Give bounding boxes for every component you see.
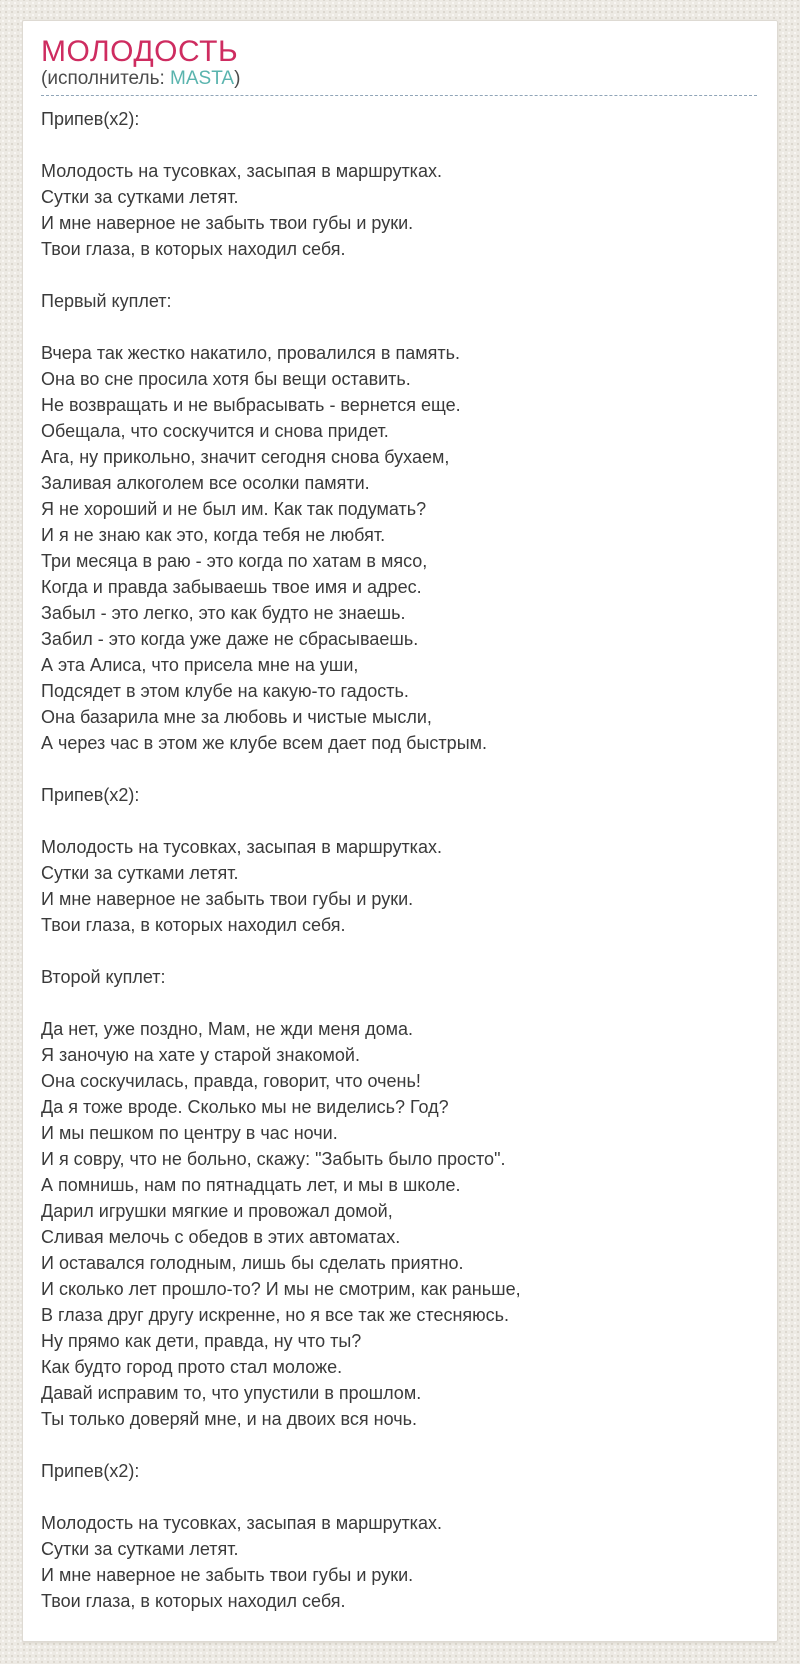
- dashed-separator: [41, 95, 757, 96]
- lyrics-card: [22, 20, 778, 1642]
- lyrics-text: [41, 106, 757, 1614]
- lyric-blank-line: [41, 990, 757, 1016]
- lyric-line: Вчера так жестко накатило, провалился в память.: [41, 343, 461, 363]
- lyric-line: Дарил игрушки мягкие и провожал домой,: [41, 1201, 393, 1221]
- artist-suffix: ): [234, 68, 241, 89]
- lyric-line: Как будто город прото стал моложе.: [41, 1357, 343, 1377]
- lyric-line: Припев(х2):: [41, 785, 140, 805]
- lyric-line: Припев(х2):: [41, 109, 140, 129]
- lyric-line: Она во сне просила хотя бы вещи оставить.: [41, 369, 411, 389]
- lyric-line: Молодость на тусовках, засыпая в маршрутках.: [41, 837, 442, 857]
- lyric-line: Обещала, что соскучится и снова придет.: [41, 421, 389, 441]
- lyric-line: Не возвращать и не выбрасывать - вернется еще.: [41, 395, 461, 415]
- lyric-line: Ага, ну прикольно, значит сегодня снова бухаем,: [41, 447, 450, 467]
- lyric-line: Ты только доверяй мне, и на двоих вся ночь.: [41, 1409, 417, 1429]
- lyric-blank-line: [41, 262, 757, 288]
- song-title: МОЛОДОСТЬ: [41, 35, 239, 68]
- lyric-line: Сутки за сутками летят.: [41, 863, 239, 883]
- artist-line: [41, 68, 757, 90]
- lyric-blank-line: [41, 132, 757, 158]
- lyric-line: И мне наверное не забыть твои губы и руки.: [41, 1565, 414, 1585]
- lyric-blank-line: [41, 1484, 757, 1510]
- lyric-line: Когда и правда забываешь твое имя и адрес.: [41, 577, 422, 597]
- lyric-line: Твои глаза, в которых находил себя.: [41, 1591, 346, 1611]
- lyric-line: Твои глаза, в которых находил себя.: [41, 239, 346, 259]
- lyric-line: Давай исправим то, что упустили в прошлом.: [41, 1383, 422, 1403]
- lyric-line: Молодость на тусовках, засыпая в маршрутках.: [41, 161, 442, 181]
- lyric-blank-line: [41, 808, 757, 834]
- lyric-line: И мне наверное не забыть твои губы и руки.: [41, 889, 414, 909]
- lyric-line: Да я тоже вроде. Сколько мы не виделись? Год?: [41, 1097, 449, 1117]
- lyric-line: Заливая алкоголем все осолки памяти.: [41, 473, 370, 493]
- lyric-blank-line: [41, 938, 757, 964]
- lyric-line: И оставался голодным, лишь бы сделать приятно.: [41, 1253, 464, 1273]
- lyric-line: Второй куплет:: [41, 967, 166, 987]
- lyric-line: И мне наверное не забыть твои губы и руки.: [41, 213, 414, 233]
- lyric-line: И мы пешком по центру в час ночи.: [41, 1123, 338, 1143]
- lyric-line: Первый куплет:: [41, 291, 172, 311]
- lyric-line: Твои глаза, в которых находил себя.: [41, 915, 346, 935]
- lyric-line: И я совру, что не больно, скажу: "Забыть было просто".: [41, 1149, 506, 1169]
- lyric-line: И сколько лет прошло-то? И мы не смотрим, как раньше,: [41, 1279, 521, 1299]
- lyric-line: Я не хороший и не был им. Как так подумать?: [41, 499, 427, 519]
- lyric-line: Ну прямо как дети, правда, ну что ты?: [41, 1331, 362, 1351]
- lyric-line: Припев(х2):: [41, 1461, 140, 1481]
- lyric-line: Сутки за сутками летят.: [41, 187, 239, 207]
- lyric-line: А через час в этом же клубе всем дает под быстрым.: [41, 733, 488, 753]
- lyric-line: Она базарила мне за любовь и чистые мысли,: [41, 707, 432, 727]
- lyric-line: Да нет, уже поздно, Мам, не жди меня дома.: [41, 1019, 414, 1039]
- lyric-line: Подсядет в этом клубе на какую-то гадость.: [41, 681, 409, 701]
- lyric-blank-line: [41, 756, 757, 782]
- lyric-blank-line: [41, 314, 757, 340]
- lyric-line: Я заночую на хате у старой знакомой.: [41, 1045, 360, 1065]
- lyric-line: Молодость на тусовках, засыпая в маршрутках.: [41, 1513, 442, 1533]
- artist-label: (исполнитель:: [41, 68, 165, 89]
- lyric-blank-line: [41, 1432, 757, 1458]
- card-header: [41, 36, 757, 96]
- lyric-line: В глаза друг другу искренне, но я все так же стесняюсь.: [41, 1305, 510, 1325]
- lyric-line: Забыл - это легко, это как будто не знаешь.: [41, 603, 406, 623]
- lyric-line: Сливая мелочь с обедов в этих автоматах.: [41, 1227, 401, 1247]
- lyric-line: А помнишь, нам по пятнадцать лет, и мы в школе.: [41, 1175, 461, 1195]
- lyric-line: А эта Алиса, что присела мне на уши,: [41, 655, 359, 675]
- lyric-line: И я не знаю как это, когда тебя не любят.: [41, 525, 386, 545]
- lyric-line: Сутки за сутками летят.: [41, 1539, 239, 1559]
- lyric-line: Забил - это когда уже даже не сбрасываешь.: [41, 629, 419, 649]
- lyric-line: Она соскучилась, правда, говорит, что очень!: [41, 1071, 421, 1091]
- artist-link[interactable]: MASTA: [170, 68, 235, 89]
- lyric-line: Три месяца в раю - это когда по хатам в мясо,: [41, 551, 428, 571]
